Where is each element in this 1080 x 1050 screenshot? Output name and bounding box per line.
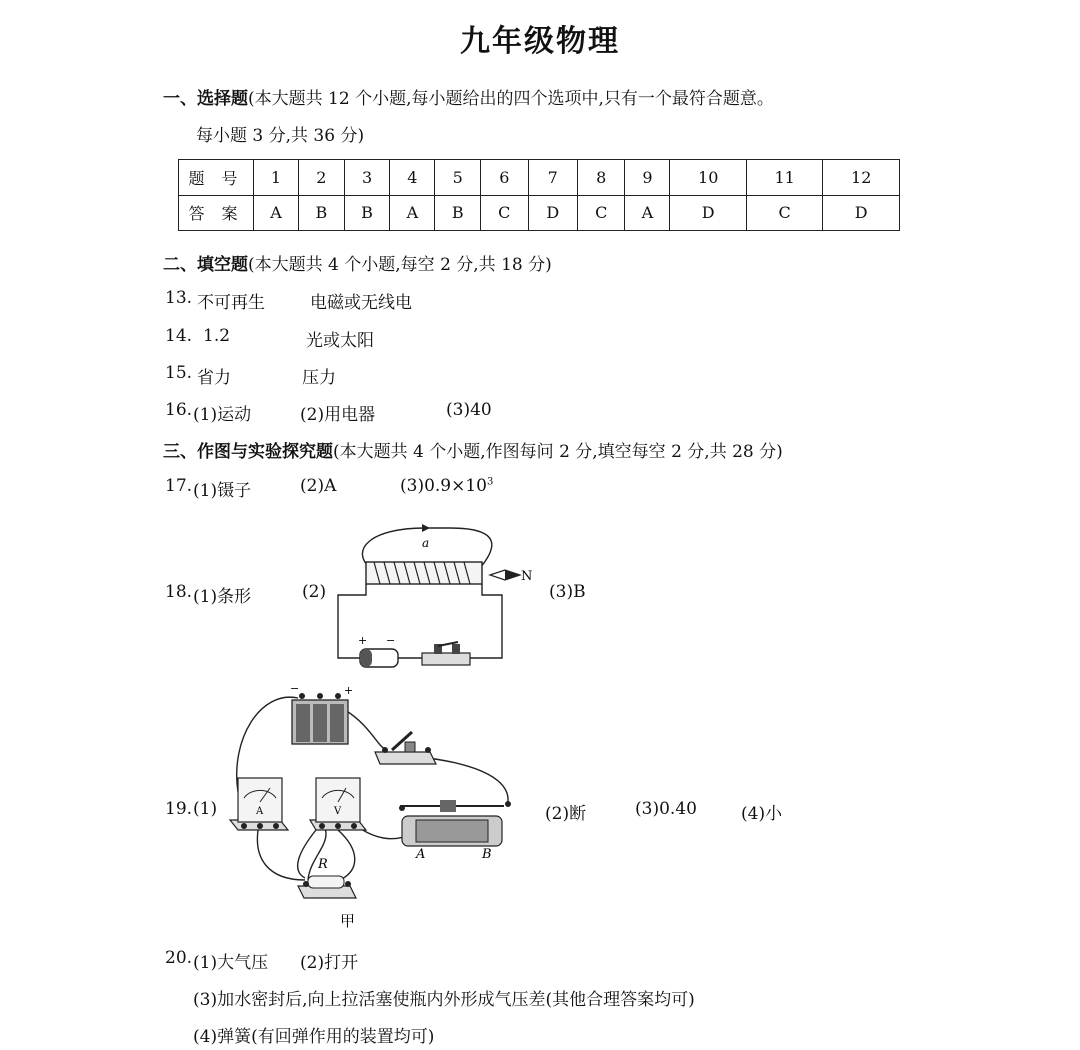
section2-heading: 二、填空题 [163, 255, 248, 275]
q17-num: 17. [165, 476, 193, 496]
table-cell: 5 [435, 160, 481, 196]
q13-num: 13. [165, 288, 193, 308]
q18-solenoid-circuit-figure [330, 520, 560, 670]
q19-circuit-figure [220, 680, 530, 940]
label-r: R [318, 857, 328, 872]
voltmeter-label: V [334, 806, 342, 817]
q20-answer-2: (2)打开 [300, 953, 359, 973]
q20-answer-1: (1)大气压 [193, 953, 269, 973]
section1-header [163, 84, 774, 109]
table-cell: 12 [823, 160, 900, 196]
table-cell: C [746, 195, 822, 231]
ammeter-icon [230, 778, 288, 830]
q17-answer-3 [400, 476, 493, 496]
table-cell: B [298, 195, 344, 231]
q14-num: 14. [165, 326, 193, 346]
label-n: N [521, 569, 533, 584]
q18-answer-2: (2) [302, 582, 327, 602]
label-b: B [482, 847, 492, 862]
q19-answer-3: (3)0.40 [635, 799, 697, 819]
switch-icon [375, 732, 436, 764]
wire-right [470, 584, 502, 658]
table-row-label: 答 案 [179, 195, 254, 231]
table-cell: C [578, 195, 625, 231]
label-a: a [422, 536, 430, 550]
table-cell: C [481, 195, 528, 231]
q14-answer-2: 光或太阳 [306, 331, 374, 351]
table-cell: 10 [670, 160, 746, 196]
battery-plus-label: + [358, 634, 368, 647]
q20-answer-4: (4)弹簧(有回弹作用的装置均可) [193, 1027, 435, 1047]
page-title: 九年级物理 [460, 24, 620, 59]
battery-plus-label: + [344, 684, 354, 697]
q19-answer-2: (2)断 [545, 804, 587, 824]
q17-answer-3-exponent: 3 [487, 476, 494, 488]
q17-answer-1: (1)镊子 [193, 481, 252, 501]
q18-answer-1: (1)条形 [193, 587, 252, 607]
table-cell: 2 [298, 160, 344, 196]
table-cell: 3 [344, 160, 390, 196]
table-cell: 6 [481, 160, 528, 196]
table-row-label: 题 号 [179, 160, 254, 196]
battery-minus-label: − [290, 682, 300, 695]
table-row-numbers [179, 160, 900, 196]
q16-answer-3: (3)40 [446, 400, 492, 420]
q15-answer-2: 压力 [302, 368, 336, 388]
q17-answer-3-base: (3)0.9×10 [400, 476, 487, 496]
battery-box-icon [292, 693, 348, 744]
table-cell: D [670, 195, 746, 231]
table-cell: 11 [746, 160, 822, 196]
q19-answer-1: (1) [193, 799, 218, 819]
battery-minus-label: − [386, 634, 396, 647]
q20-answer-3: (3)加水密封后,向上拉活塞使瓶内外形成气压差(其他合理答案均可) [193, 990, 695, 1010]
q16-answer-1: (1)运动 [193, 405, 252, 425]
table-cell: 9 [625, 160, 670, 196]
q15-answer-1: 省力 [197, 368, 231, 388]
table-cell: B [435, 195, 481, 231]
rheostat-icon [399, 800, 511, 846]
label-a: A [416, 847, 426, 862]
table-cell: 1 [254, 160, 299, 196]
table-cell: 8 [578, 160, 625, 196]
section1-desc-line1: (本大题共 12 个小题,每小题给出的四个选项中,只有一个最符合题意。 [248, 89, 774, 109]
q14-answer-1: 1.2 [203, 326, 231, 346]
switch-post [452, 644, 460, 654]
ammeter-label: A [256, 806, 264, 817]
table-cell: 7 [528, 160, 578, 196]
section3-header [163, 437, 783, 462]
table-cell: A [625, 195, 670, 231]
table-cell: B [344, 195, 390, 231]
table-cell: D [823, 195, 900, 231]
q13-answer-1: 不可再生 [197, 293, 265, 313]
section3-desc: (本大题共 4 个小题,作图每问 2 分,填空每空 2 分,共 28 分) [333, 442, 783, 462]
table-cell: D [528, 195, 578, 231]
field-arrow-icon [422, 524, 430, 532]
table-row-answers [179, 195, 900, 231]
resistor-icon [298, 876, 356, 898]
table-cell: 4 [390, 160, 435, 196]
q19-num: 19. [165, 799, 193, 819]
q18-answer-3: (3)B [549, 582, 586, 602]
compass-north-tip [505, 570, 520, 580]
q13-answer-2: 电磁或无线电 [310, 293, 412, 313]
q15-num: 15. [165, 363, 193, 383]
section1-heading: 一、选择题 [163, 89, 248, 109]
table-cell: A [390, 195, 435, 231]
q16-answer-2: (2)用电器 [300, 405, 376, 425]
answer-table [178, 159, 900, 231]
q20-num: 20. [165, 948, 193, 968]
section1-desc-line2: 每小题 3 分,共 36 分) [196, 126, 365, 146]
section3-heading: 三、作图与实验探究题 [163, 442, 333, 462]
section2-header [163, 250, 552, 275]
switch-base-icon [422, 653, 470, 665]
voltmeter-icon [310, 778, 366, 830]
q18-num: 18. [165, 582, 193, 602]
figure-caption: 甲 [340, 912, 356, 930]
table-cell: A [254, 195, 299, 231]
q16-num: 16. [165, 400, 193, 420]
battery-cap [360, 649, 372, 667]
q19-answer-4: (4)小 [741, 804, 783, 824]
q17-answer-2: (2)A [300, 476, 337, 496]
section2-desc: (本大题共 4 个小题,每空 2 分,共 18 分) [248, 255, 552, 275]
